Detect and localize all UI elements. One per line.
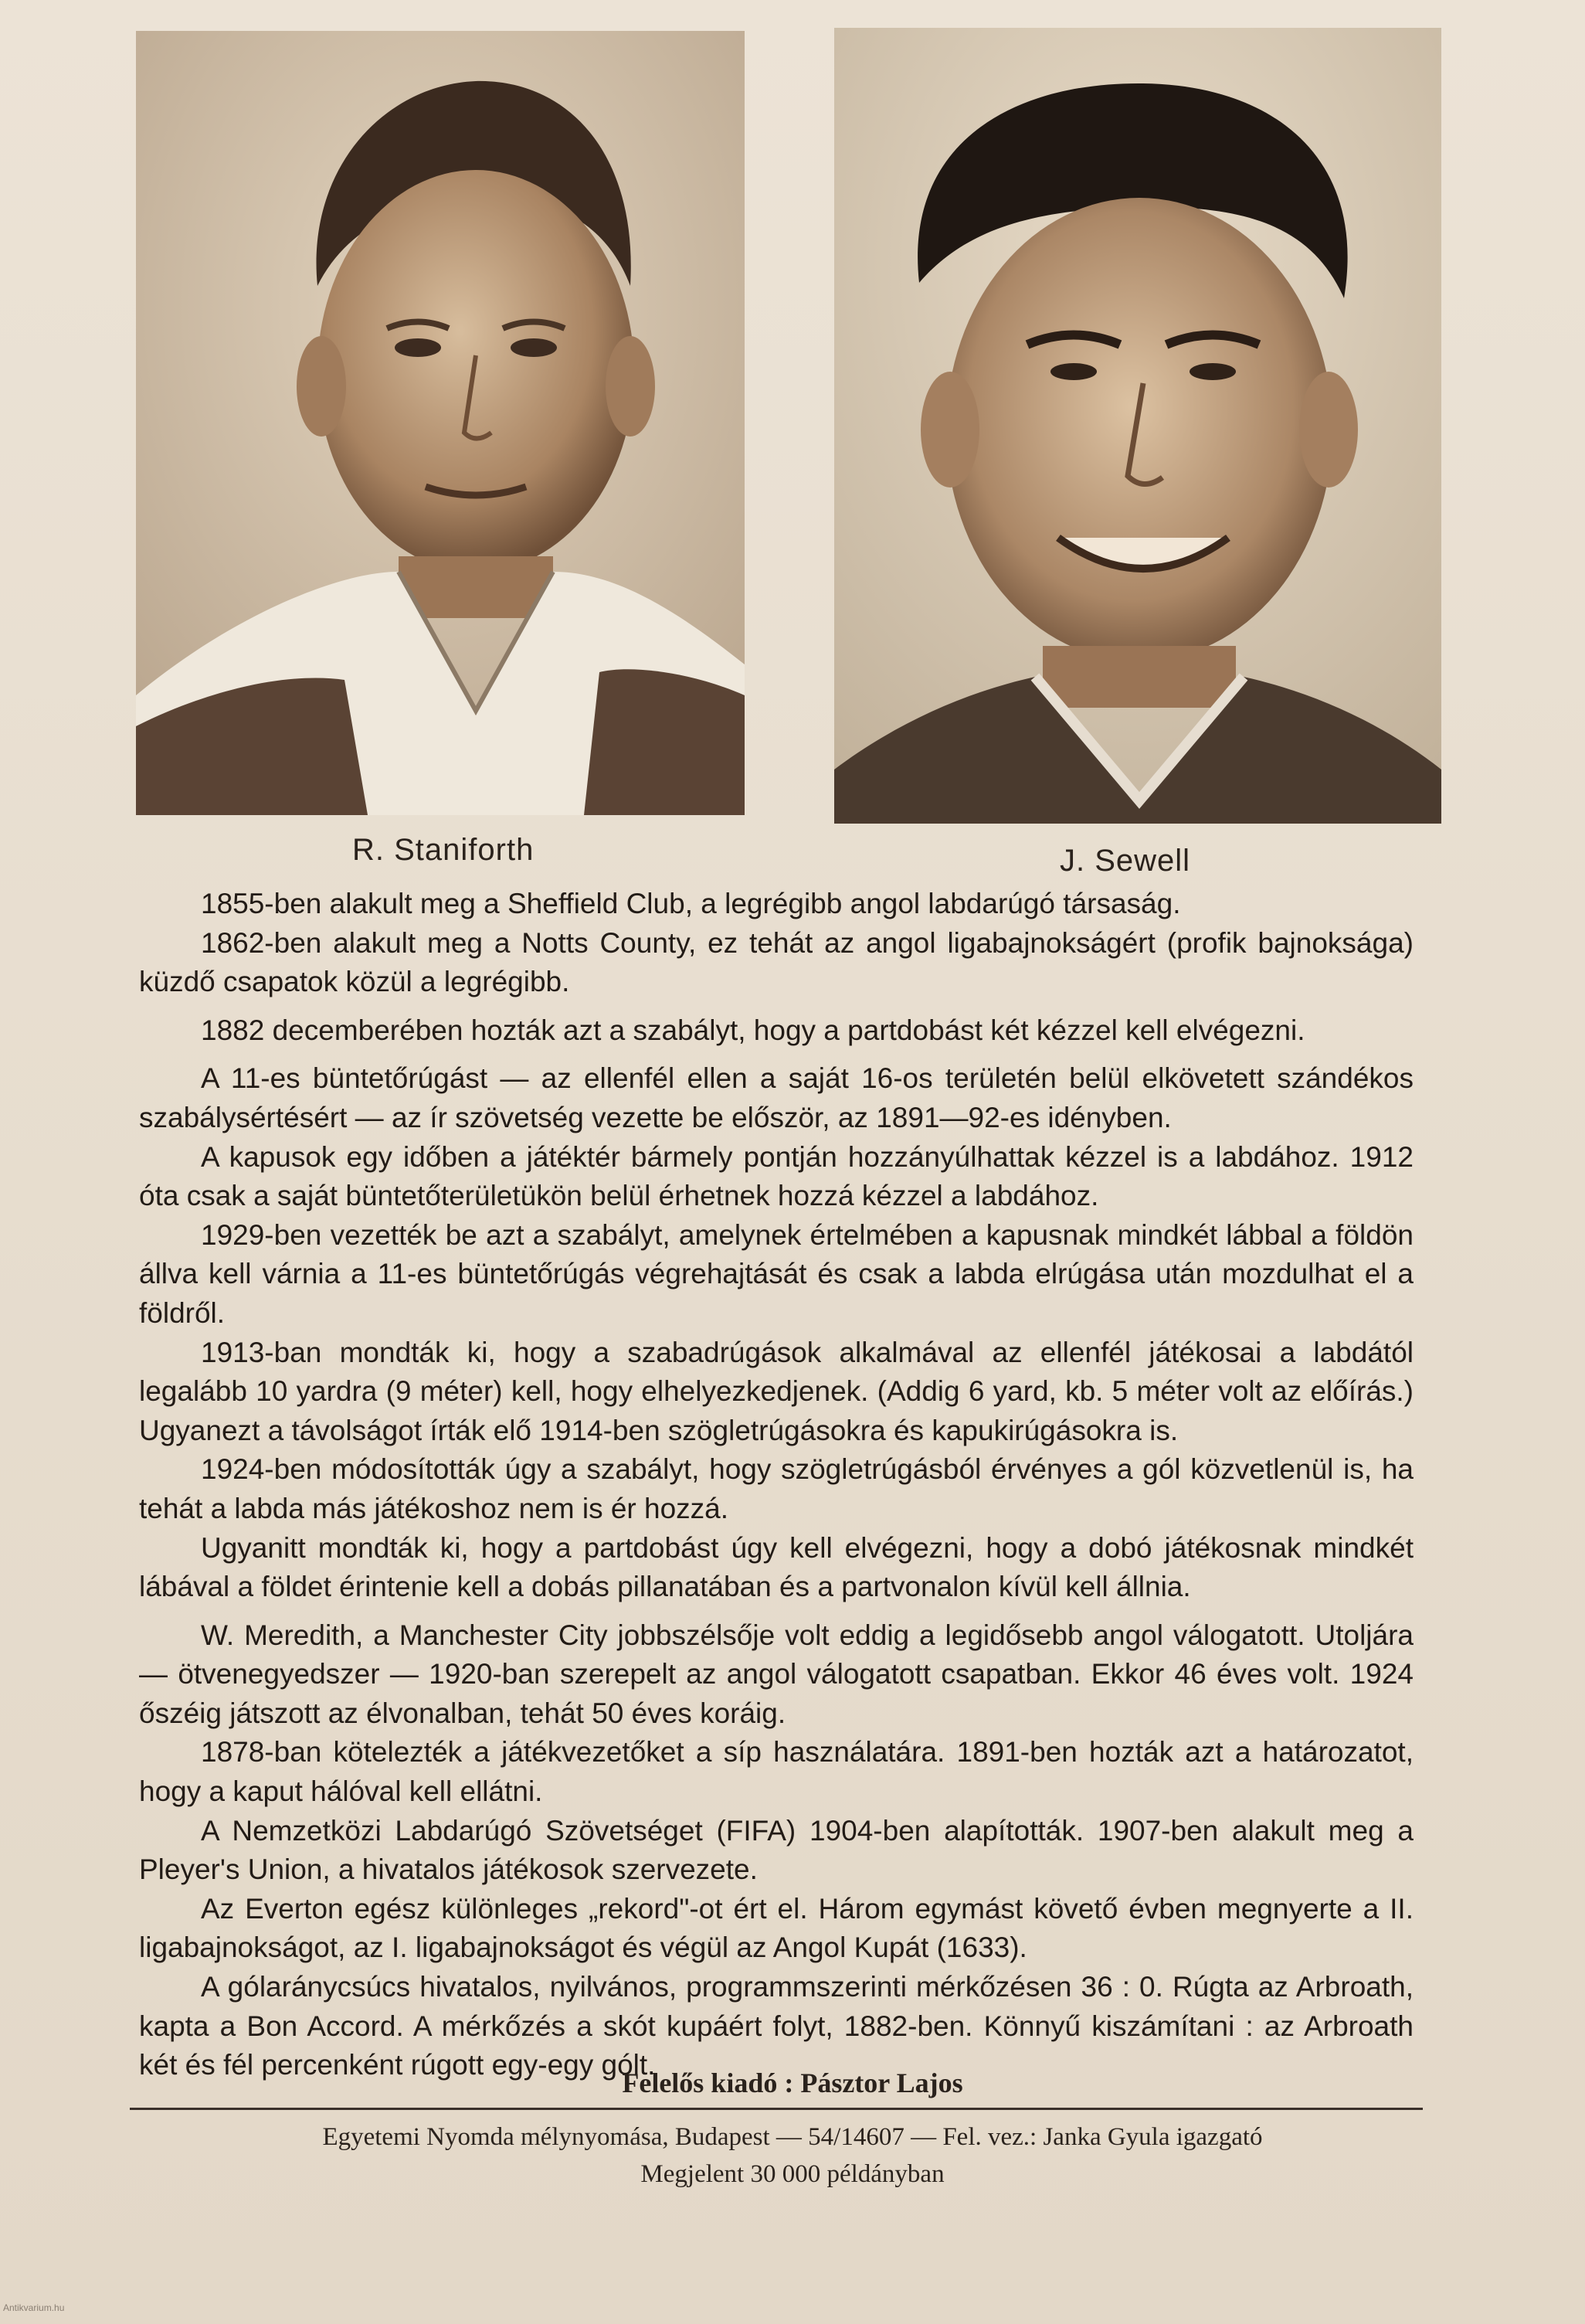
portrait-photo-staniforth [136,31,745,815]
footer-divider [130,2108,1423,2110]
paragraph: 1855-ben alakult meg a Sheffield Club, a legrégibb angol labdarúgó társaság. [201,888,1181,919]
portrait-photo-sewell [834,28,1441,824]
publisher-line: Felelős kiadó : Pásztor Lajos [622,2067,963,2098]
paragraph: A gólaránycsúcs hivatalos, nyilvános, programmszerinti mérkőzésen 36 : 0. Rúgta az Arbroath, kapta a Bon Accord. A mérkőzés a skót kupáért folyt, 1882-ben. Könnyű kiszámítani : az Arbroath két és fél percenként rúgott egy-egy gólt. [139,1971,1414,2081]
paragraph: Az Everton egész különleges „rekord"-ot ért el. Három egymást követő évben megnyerte a II. ligabajnokságot, az I. ligabajnokságot és végül az Angol Kupát (1633). [139,1892,1414,1964]
article-body [139,885,1414,2085]
caption-sewell: J. Sewell [1060,844,1191,878]
caption-staniforth: R. Staniforth [352,833,535,867]
watermark: Antikvarium.hu [3,2302,65,2313]
paragraph: Ugyanitt mondták ki, hogy a partdobást úgy kell elvégezni, hogy a dobó játékosnak mindkét lábával a földet érintenie kell a dobás pillanatában és a partvonalon kívül kell állnia. [139,1531,1414,1603]
paragraph: 1924-ben módosították úgy a szabályt, hogy szögletrúgásból érvényes a gól közvetlenül is, ha tehát a labda más játékoshoz nem is ér hozzá. [139,1453,1414,1524]
paragraph: 1878-ban kötelezték a játékvezetőket a síp használatára. 1891-ben hozták azt a határozatot, hogy a kaput hálóval kell ellátni. [139,1736,1414,1808]
paragraph: 1882 decemberében hozták azt a szabályt, hogy a partdobást két kézzel kell elvégezni. [201,1014,1305,1046]
imprint-line-1: Egyetemi Nyomda mélynyomása, Budapest — 54/14607 — Fel. vez.: Janka Gyula igazgató [322,2123,1263,2151]
paragraph: A kapusok egy időben a játéktér bármely pontján hozzányúlhattak kézzel is a labdához. 1912 óta csak a saját büntetőterületükön belül érhetnek hozzá kézzel a labdához. [139,1140,1414,1212]
portrait-staniforth-image [136,31,745,815]
paragraph: 1862-ben alakult meg a Notts County, ez tehát az angol ligabajnokságért (profik bajnoksága) küzdő csapatok közül a legrégibb. [139,926,1414,998]
paragraph: A Nemzetközi Labdarúgó Szövetséget (FIFA) 1904-ben alapították. 1907-ben alakult meg a Pleyer's Union, a hivatalos játékosok szervezete. [139,1814,1414,1886]
imprint-line-2: Megjelent 30 000 példányban [640,2160,945,2188]
paragraph: 1929-ben vezették be azt a szabályt, amelynek értelmében a kapusnak mindkét lábbal a földön állva kell várnia a 11-es büntetőrúgás végrehajtását és csak a labda elrúgása után mozdulhat el a földről. [139,1218,1414,1329]
paragraph: A 11-es büntetőrúgást — az ellenfél ellen a saját 16-os területén belül elkövetett szándékos szabálysértésért — az ír szövetség vezette be először, az 1891—92-es idényben. [139,1062,1414,1133]
paragraph: W. Meredith, a Manchester City jobbszélsője volt eddig a legidősebb angol válogatott. Utoljára — ötvenegyedszer — 1920-ban szerepelt az angol válogatott csapatban. Ekkor 46 éves volt. 1924 őszéig játszott az élvonalban, tehát 50 éves koráig. [139,1619,1414,1729]
portrait-sewell-image [834,28,1441,824]
paragraph: 1913-ban mondták ki, hogy a szabadrúgások alkalmával az ellenfél játékosai a labdától legalább 10 yardra (9 méter) kell, hogy elhelyezkedjenek. (Addig 6 yard, kb. 5 méter volt az előírás.) Ugyanezt a távolságot írták elő 1914-ben szögletrúgásokra és kapukirúgásokra is. [139,1336,1414,1446]
